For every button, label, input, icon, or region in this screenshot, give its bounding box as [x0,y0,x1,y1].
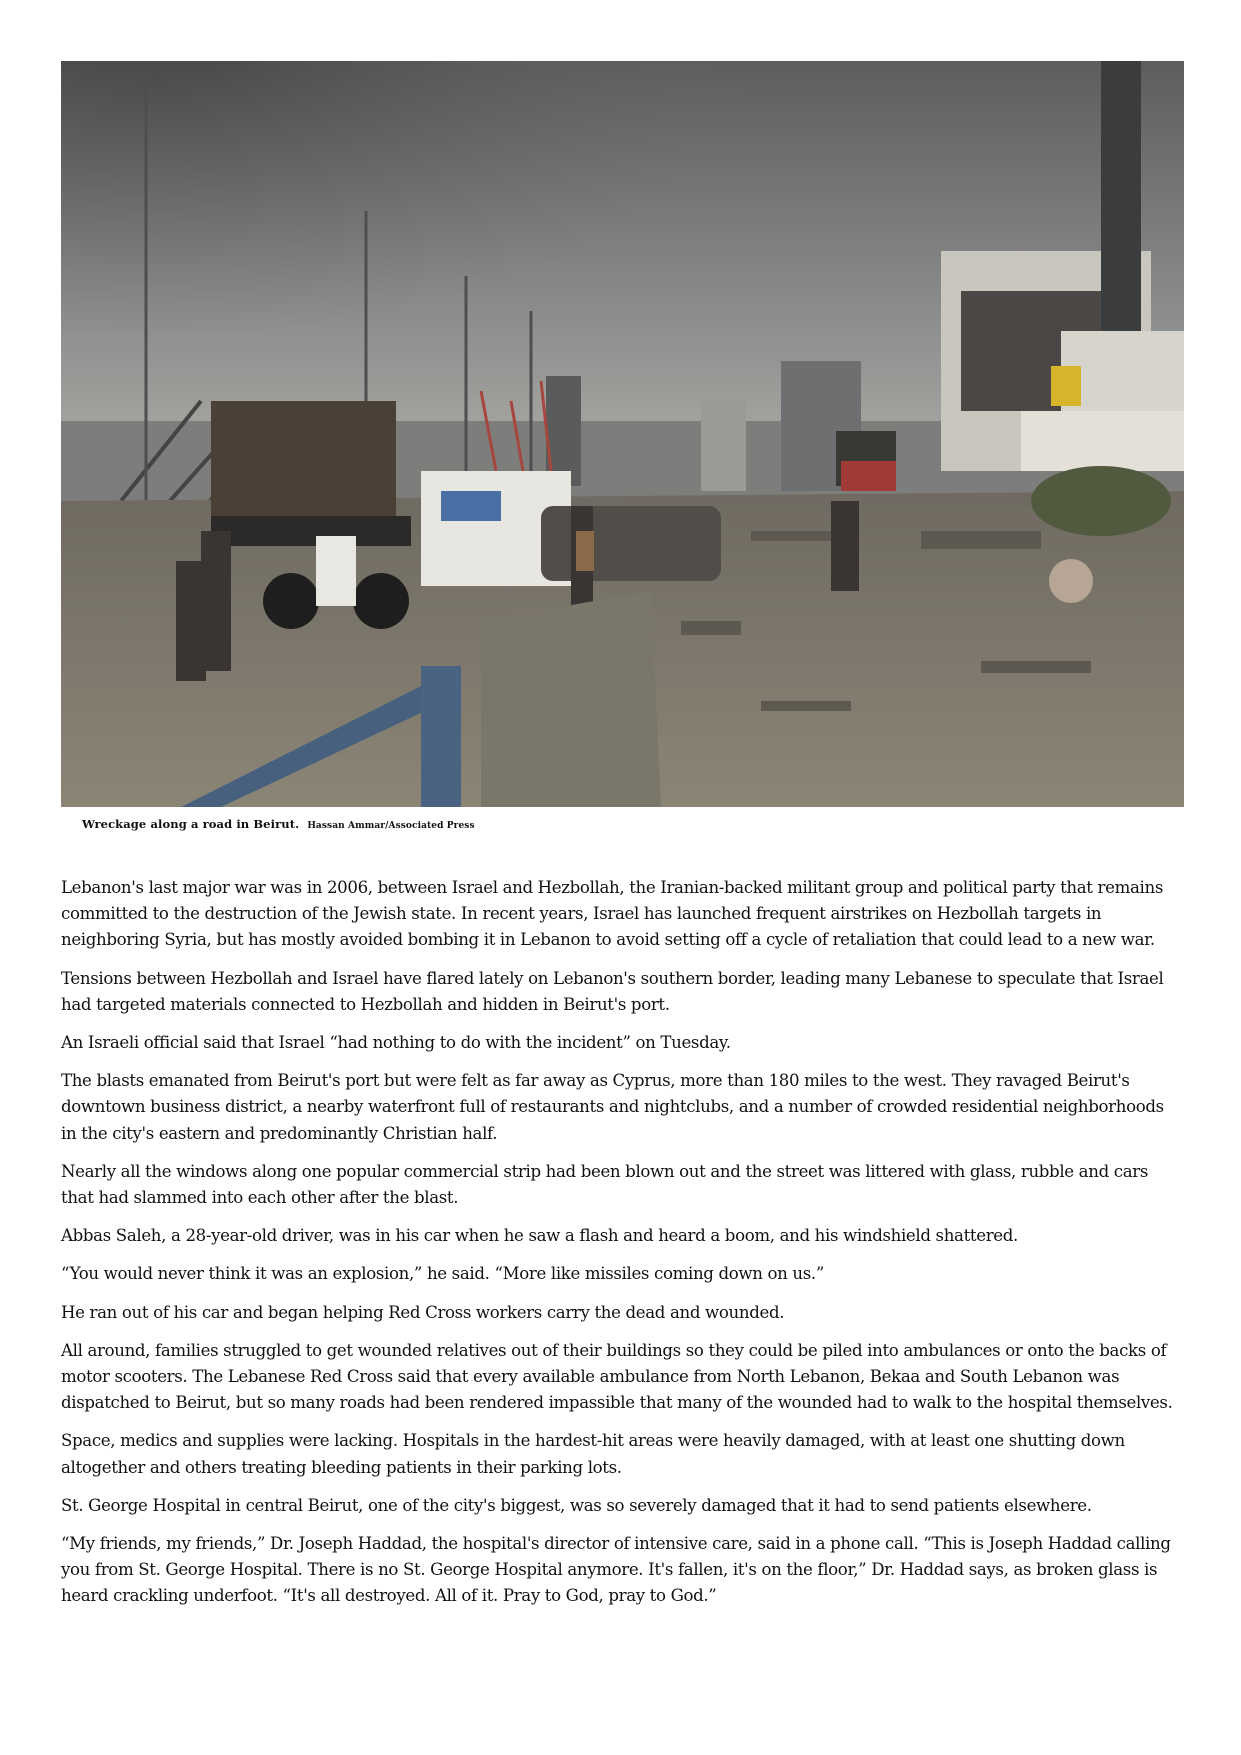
paragraph: The blasts emanated from Beirut's port but were felt as far away as Cyprus, more than 180 miles to the west. They ravaged Beirut's downtown business district, a nearby waterfront full of restaurants and nightclubs, and a number of crowded residential neighborhoods in the city's eastern and predominantly Christian half. [61,1071,1164,1143]
paragraph: An Israeli official said that Israel “had nothing to do with the incident” on Tuesday. [61,1033,731,1053]
paragraph: Abbas Saleh, a 28-year-old driver, was in his car when he saw a flash and heard a boom, and his windshield shattered. [61,1226,1018,1246]
paragraph: He ran out of his car and began helping Red Cross workers carry the dead and wounded. [61,1302,785,1322]
paragraph: Lebanon's last major war was in 2006, between Israel and Hezbollah, the Iranian-backed militant group and political party that remains committed to the destruction of the Jewish state. In recent years, Israel has launched frequent airstrikes on Hezbollah targets in neighboring Syria, but has mostly avoided bombing it in Lebanon to avoid setting off a cycle of retaliation that could lead to a new war. [61,878,1163,950]
photo-caption [82,817,475,831]
photo-credit: Hassan Ammar/Associated Press [307,821,475,831]
paragraph: St. George Hospital in central Beirut, one of the city's biggest, was so severely damaged that it had to send patients elsewhere. [61,1495,1092,1515]
article-body [61,875,1184,1622]
paragraph: Tensions between Hezbollah and Israel have flared lately on Lebanon's southern border, leading many Lebanese to speculate that Israel had targeted materials connected to Hezbollah and hidden in Beirut's port. [61,968,1164,1014]
paragraph: “You would never think it was an explosion,” he said. “More like missiles coming down on us.” [61,1264,824,1284]
paragraph: Space, medics and supplies were lacking. Hospitals in the hardest-hit areas were heavily damaged, with at least one shutting down altogether and others treating bleeding patients in their parking lots. [61,1431,1125,1477]
caption-text: Wreckage along a road in Beirut. [82,817,300,831]
paragraph: All around, families struggled to get wounded relatives out of their buildings so they could be piled into ambulances or onto the backs of motor scooters. The Lebanese Red Cross said that every available ambulance from North Lebanon, Bekaa and South Lebanon was dispatched to Beirut, but so many roads had been rendered impassible that many of the wounded had to walk to the hospital themselves. [61,1340,1173,1413]
paragraph: Nearly all the windows along one popular commercial strip had been blown out and the street was littered with glass, rubble and cars that had slammed into each other after the blast. [61,1161,1148,1208]
article-photo [61,61,1184,807]
paragraph: “My friends, my friends,” Dr. Joseph Haddad, the hospital's director of intensive care, said in a phone call. “This is Joseph Haddad calling you from St. George Hospital. There is no St. George Hospital anymore. It's fallen, it's on the floor,” Dr. Haddad says, as broken glass is heard crackling underfoot. “It's all destroyed. All of it. Pray to God, pray to God.” [61,1534,1171,1606]
